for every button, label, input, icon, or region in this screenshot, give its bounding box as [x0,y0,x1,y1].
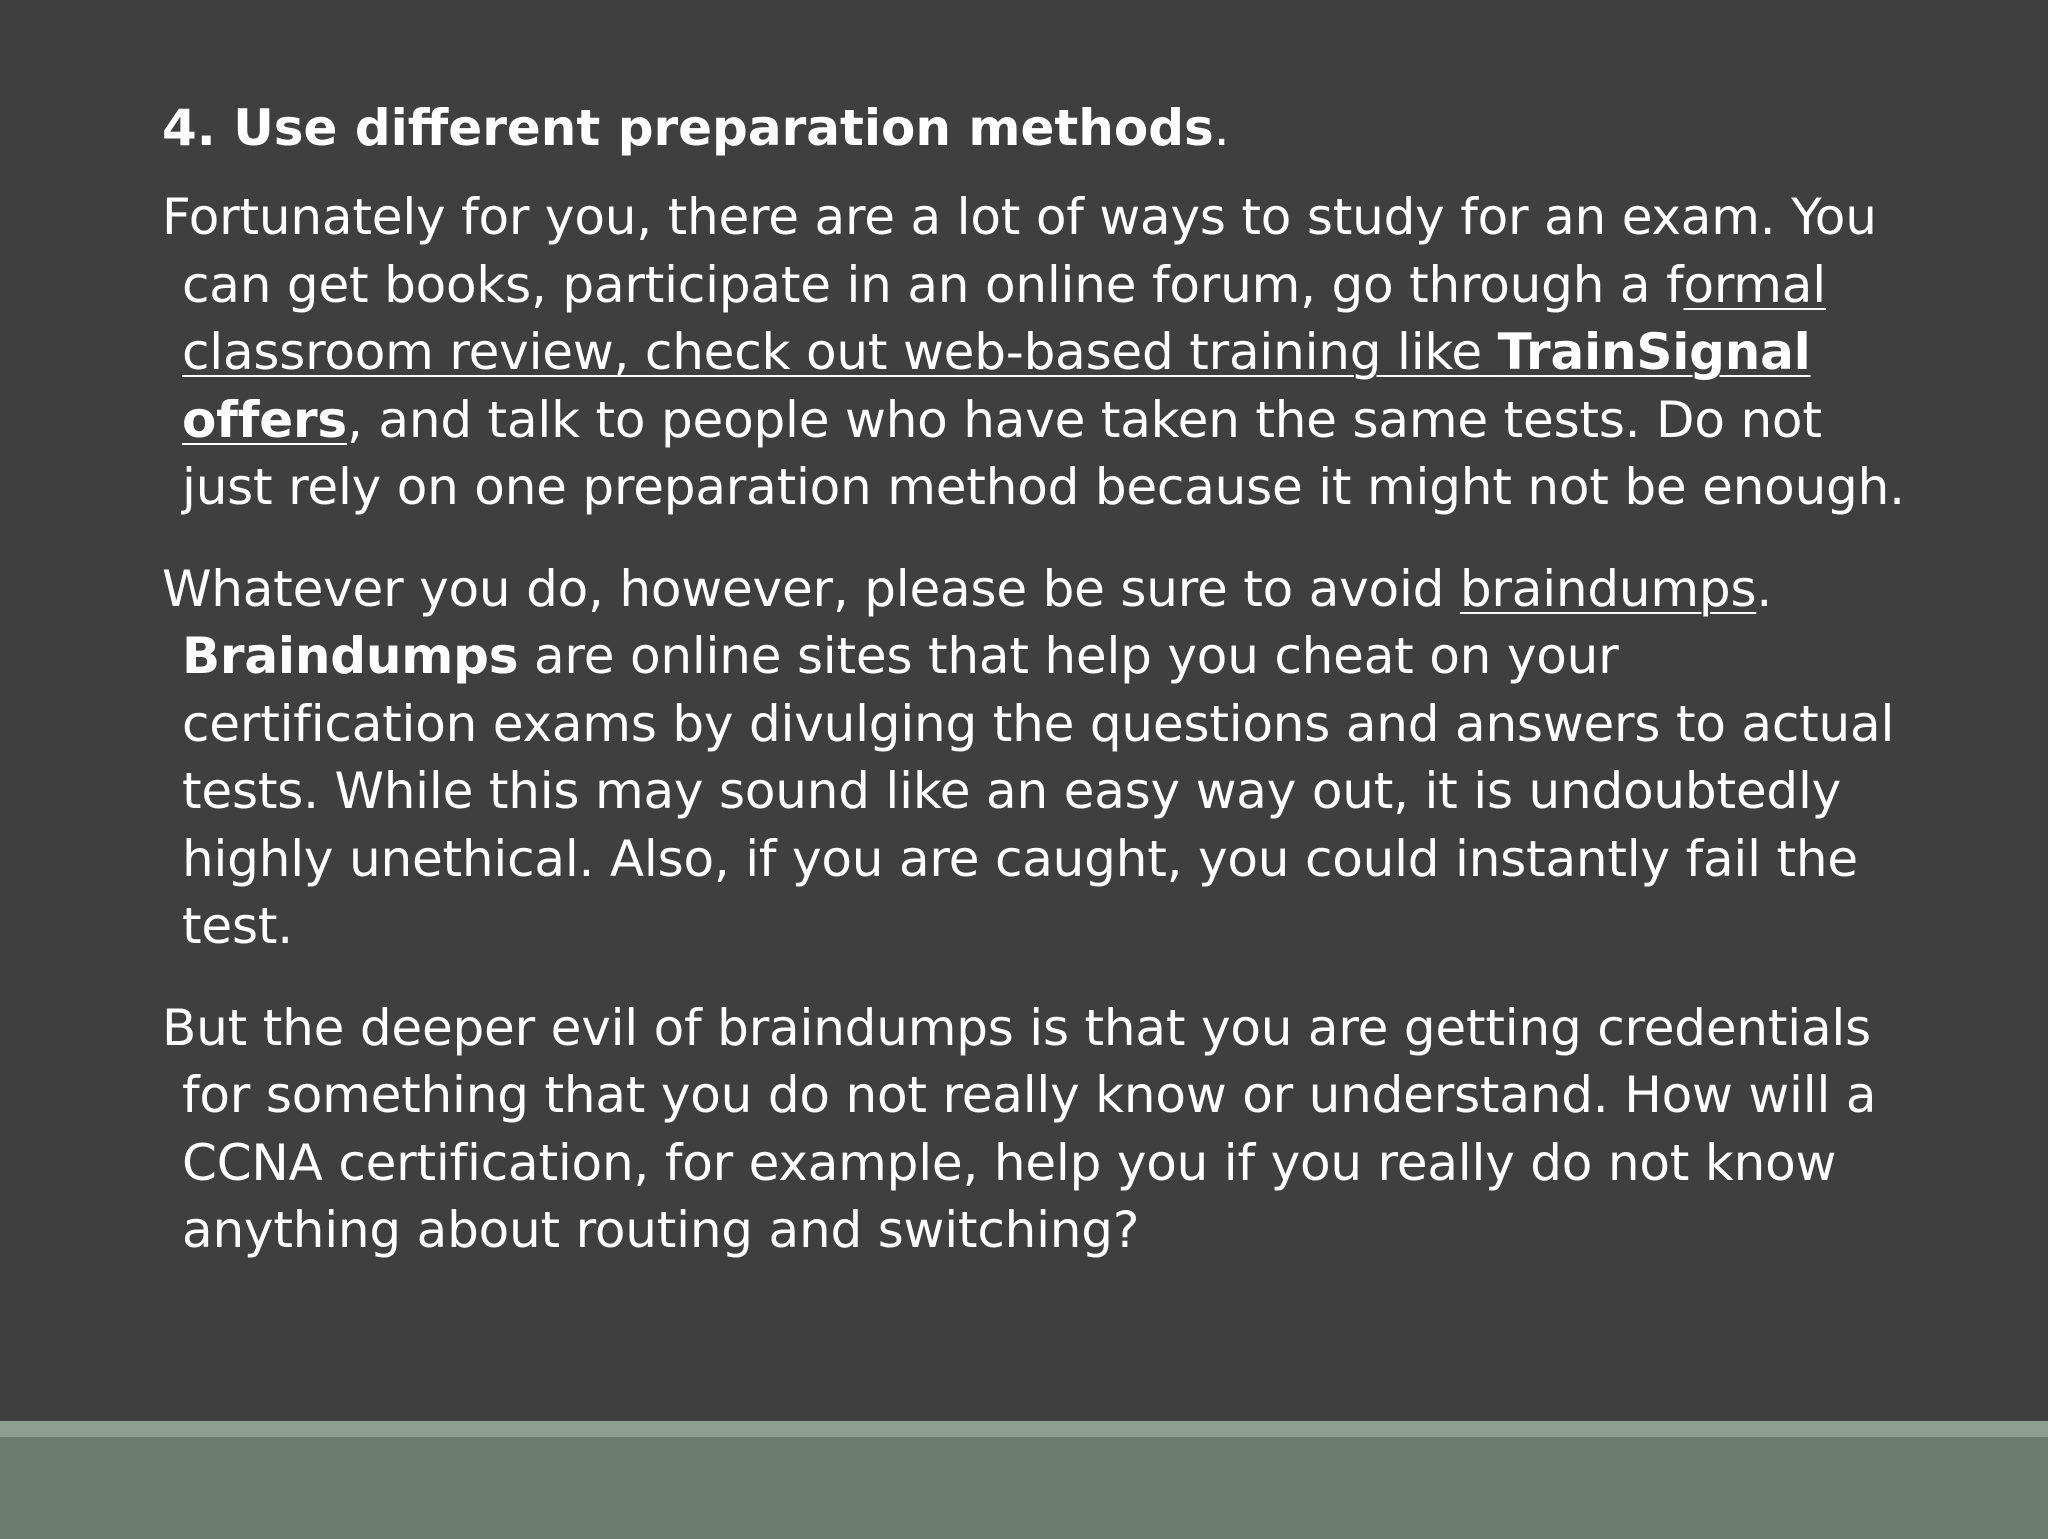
paragraph-braindumps [162,556,1922,961]
paragraph1-text-start: Fortunately for you, there are a lot of ways to study for an exam. You can get books, participate in an online forum, go through a f [162,188,1877,314]
paragraph-study-methods [162,184,1922,522]
slide-heading [162,100,1922,156]
paragraph2-text-start: Whatever you do, however, please be sure to avoid [162,559,1460,618]
braindumps-term: Braindumps [182,627,519,685]
trainsignal-link-label: TrainSignal offers [182,323,1811,449]
paragraph2-period: . [1756,559,1773,618]
paragraph2-text-end: are online sites that help you cheat on your certification exams by divulging the questions and answers to actual tests. While this may sound like an easy way out, it is undoubtedly highly unethical. Also, if you are caught, you could instantly fail the test. [182,627,1895,955]
slide-content [162,100,1922,1299]
footer-stripe [0,1421,2048,1437]
heading-text: 4. Use different preparation methods [162,99,1214,157]
training-link-text: ormal classroom review, check out web-based training like [182,255,1826,381]
braindumps-link[interactable]: braindumps [1459,559,1757,618]
paragraph3-text: But the deeper evil of braindumps is that you are getting credentials for something that you do not really know or understand. How will a CCNA certification, for example, help you if you really do not know anything about routing and switching? [162,998,1877,1259]
paragraph1-text-end: , and talk to people who have taken the same tests. Do not just rely on one preparation method because it might not be enough. [182,390,1905,516]
heading-period: . [1213,99,1230,157]
paragraph-deeper-evil [162,995,1922,1265]
footer-band [0,1437,2048,1539]
